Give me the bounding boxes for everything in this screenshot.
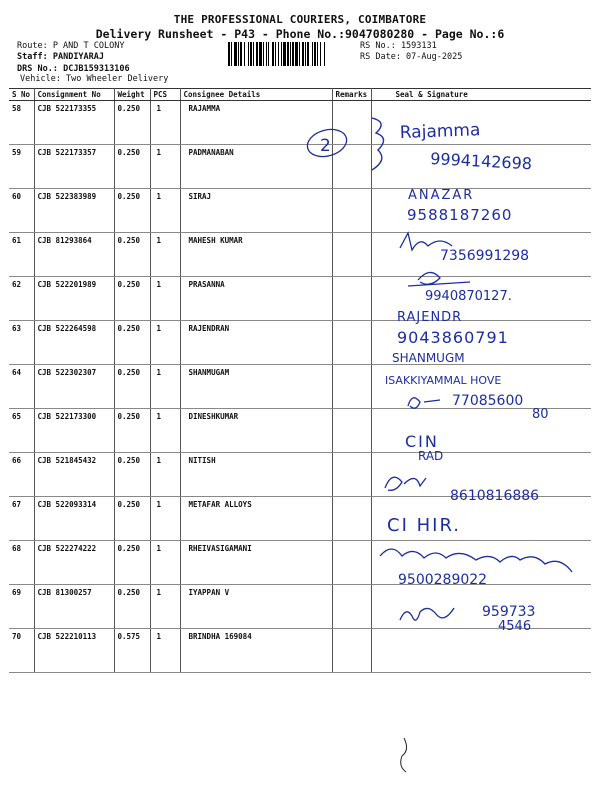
barcode-bar [263, 42, 264, 66]
cell-remarks [332, 497, 371, 541]
cell-sno: 61 [9, 233, 34, 277]
sig-63a: RAJENDR [397, 310, 463, 325]
cell-consignee: IYAPPAN V [180, 585, 332, 629]
cell-consignee: METAFAR ALLOYS [180, 497, 332, 541]
table-row [9, 145, 591, 189]
sig-67: 8610816886 [450, 488, 540, 504]
barcode-bar [292, 42, 294, 66]
barcode-bar [314, 42, 316, 66]
barcode-bar [281, 42, 282, 66]
cell-consignment-no: CJB 81300257 [34, 585, 114, 629]
cell-remarks [332, 453, 371, 497]
cell-sno: 68 [9, 541, 34, 585]
cell-pcs: 1 [150, 277, 180, 321]
cell-consignment-no: CJB 522274222 [34, 541, 114, 585]
cell-weight: 0.250 [114, 101, 150, 145]
cell-pcs: 1 [150, 321, 180, 365]
sig-68: CI HIR. [387, 515, 462, 536]
cell-sno: 64 [9, 365, 34, 409]
barcode-bar [275, 42, 276, 66]
cell-pcs: 1 [150, 365, 180, 409]
barcode-bar [248, 42, 249, 66]
cell-pcs: 1 [150, 541, 180, 585]
stray-pen-mark [401, 738, 407, 772]
barcode-bar [231, 42, 232, 66]
barcode-bar [259, 42, 262, 66]
table-row [9, 101, 591, 145]
cell-sno: 62 [9, 277, 34, 321]
col-pcs: PCS [150, 89, 180, 101]
col-seal-signature: Seal & Signature [371, 89, 591, 101]
sig-60b: 9588187260 [407, 206, 513, 224]
sig-62: 9940870127. [425, 289, 512, 304]
cell-consignee: NITISH [180, 453, 332, 497]
cell-weight: 0.250 [114, 365, 150, 409]
cell-seal-signature [371, 453, 591, 497]
drs-value: DCJB159313106 [63, 64, 130, 74]
col-sno: S No [9, 89, 34, 101]
cell-consignee: DINESHKUMAR [180, 409, 332, 453]
barcode-bar [287, 42, 289, 66]
barcode-bar [244, 42, 245, 66]
cell-weight: 0.250 [114, 233, 150, 277]
cell-sno: 69 [9, 585, 34, 629]
table-row [9, 277, 591, 321]
cell-sno: 58 [9, 101, 34, 145]
cell-remarks [332, 585, 371, 629]
cell-seal-signature [371, 629, 591, 673]
barcode-bar [240, 42, 242, 66]
col-consignment-no: Consignment No [34, 89, 114, 101]
cell-consignee: PRASANNA [180, 277, 332, 321]
cell-weight: 0.250 [114, 497, 150, 541]
barcode-bar [302, 42, 304, 66]
route-label: Route: P AND T COLONY [17, 41, 125, 51]
cell-sno: 70 [9, 629, 34, 673]
cell-weight: 0.250 [114, 277, 150, 321]
remark-number: 2 [320, 136, 331, 156]
barcode-bar [228, 42, 230, 66]
cell-consignee: RHEIVASIGAMANI [180, 541, 332, 585]
table-row [9, 321, 591, 365]
table-row [9, 629, 591, 673]
cell-remarks [332, 277, 371, 321]
table-row [9, 453, 591, 497]
cell-consignee: SIRAJ [180, 189, 332, 233]
cell-weight: 0.250 [114, 189, 150, 233]
sig-61: 7356991298 [440, 248, 530, 264]
sig-69: 9500289022 [398, 572, 488, 588]
barcode-bar [307, 42, 309, 66]
col-consignee-details: Consignee Details [180, 89, 332, 101]
cell-remarks [332, 321, 371, 365]
cell-consignee: RAJAMMA [180, 101, 332, 145]
cell-pcs: 1 [150, 629, 180, 673]
cell-remarks [332, 189, 371, 233]
cell-sno: 60 [9, 189, 34, 233]
staff-label: Staff: [17, 52, 48, 62]
cell-consignment-no: CJB 522173300 [34, 409, 114, 453]
table-row [9, 585, 591, 629]
barcode-bar [256, 42, 258, 66]
cell-consignment-no: CJB 522093314 [34, 497, 114, 541]
cell-sno: 67 [9, 497, 34, 541]
barcode-bar [283, 42, 286, 66]
cell-sno: 59 [9, 145, 34, 189]
cell-consignee: SHANMUGAM [180, 365, 332, 409]
sig-65b: 80 [532, 407, 549, 422]
table-row [9, 365, 591, 409]
table-row [9, 409, 591, 453]
barcode-bar [305, 42, 306, 66]
cell-weight: 0.575 [114, 629, 150, 673]
cell-seal-signature [371, 365, 591, 409]
cell-consignment-no: CJB 522383989 [34, 189, 114, 233]
staff-field [17, 52, 104, 62]
cell-consignment-no: CJB 522201989 [34, 277, 114, 321]
cell-consignee: BRINDHA 169084 [180, 629, 332, 673]
col-weight: Weight [114, 89, 150, 101]
cell-seal-signature [371, 101, 591, 145]
barcode-bar [290, 42, 291, 66]
barcode [228, 42, 354, 66]
cell-pcs: 1 [150, 145, 180, 189]
cell-seal-signature [371, 497, 591, 541]
runsheet-subtitle: Delivery Runsheet - P43 - Phone No.:9047080280 - Page No.:6 [95, 27, 505, 41]
cell-weight: 0.250 [114, 409, 150, 453]
table-row [9, 497, 591, 541]
company-title: THE PROFESSIONAL COURIERS, COIMBATORE [173, 13, 427, 26]
sig-60a: ANAZAR [408, 188, 475, 203]
cell-seal-signature [371, 233, 591, 277]
table-header-row [9, 89, 591, 101]
cell-weight: 0.250 [114, 321, 150, 365]
table-row [9, 541, 591, 585]
barcode-bar [268, 42, 269, 66]
cell-seal-signature [371, 409, 591, 453]
cell-remarks [332, 365, 371, 409]
cell-remarks [332, 145, 371, 189]
barcode-bar [278, 42, 279, 66]
cell-consignment-no: CJB 522173355 [34, 101, 114, 145]
cell-seal-signature [371, 321, 591, 365]
barcode-bar [312, 42, 313, 66]
cell-consignment-no: CJB 522264598 [34, 321, 114, 365]
table-row [9, 189, 591, 233]
cell-weight: 0.250 [114, 585, 150, 629]
cell-consignee: MAHESH KUMAR [180, 233, 332, 277]
cell-remarks [332, 629, 371, 673]
cell-pcs: 1 [150, 101, 180, 145]
col-remarks: Remarks [332, 89, 371, 101]
barcode-bar [253, 42, 254, 66]
sig-65a: 77085600 [452, 393, 524, 409]
cell-sno: 65 [9, 409, 34, 453]
cell-sno: 66 [9, 453, 34, 497]
cell-pcs: 1 [150, 233, 180, 277]
rs-date: RS Date: 07-Aug-2025 [360, 52, 463, 62]
drs-label: DRS No.: [17, 64, 58, 74]
sig-66b: RAD [418, 449, 444, 463]
cell-seal-signature [371, 145, 591, 189]
cell-pcs: 1 [150, 585, 180, 629]
cell-seal-signature [371, 277, 591, 321]
cell-weight: 0.250 [114, 453, 150, 497]
barcode-bar [250, 42, 252, 66]
table-row [9, 233, 591, 277]
sig-64a: SHANMUGM [392, 351, 465, 365]
barcode-bar [324, 42, 325, 66]
cell-pcs: 1 [150, 409, 180, 453]
cell-consignee: RAJENDRAN [180, 321, 332, 365]
cell-weight: 0.250 [114, 541, 150, 585]
cell-weight: 0.250 [114, 145, 150, 189]
sig-58: Rajamma [399, 120, 481, 143]
cell-seal-signature [371, 541, 591, 585]
cell-consignment-no: CJB 521845432 [34, 453, 114, 497]
cell-pcs: 1 [150, 497, 180, 541]
staff-value: PANDIYARAJ [52, 52, 105, 62]
barcode-bar [272, 42, 274, 66]
cell-consignee: PADMANABAN [180, 145, 332, 189]
cell-remarks [332, 101, 371, 145]
cell-consignment-no: CJB 81293864 [34, 233, 114, 277]
sig-59: 9994142698 [429, 149, 533, 174]
rs-number: RS No.: 1593131 [360, 41, 437, 51]
barcode-bar [238, 42, 239, 66]
sig-70a: 959733 [482, 604, 536, 620]
sig-70b: 4546 [498, 619, 532, 634]
barcode-bar [266, 42, 267, 66]
cell-seal-signature [371, 189, 591, 233]
barcode-bar [295, 42, 298, 66]
cell-remarks [332, 541, 371, 585]
cell-remarks [332, 409, 371, 453]
cell-consignment-no: CJB 522302307 [34, 365, 114, 409]
cell-pcs: 1 [150, 453, 180, 497]
barcode-bar [317, 42, 318, 66]
cell-consignment-no: CJB 522210113 [34, 629, 114, 673]
cell-consignment-no: CJB 522173357 [34, 145, 114, 189]
runsheet-table [9, 88, 591, 673]
drs-field [17, 64, 130, 74]
cell-remarks [332, 233, 371, 277]
barcode-bar [234, 42, 237, 66]
cell-seal-signature [371, 585, 591, 629]
sig-63b: 9043860791 [397, 328, 509, 347]
sig-64b: ISAKKIYAMMAL HOVE [385, 374, 502, 387]
vehicle-label: Vehicle: Two Wheeler Delivery [20, 74, 169, 84]
barcode-bar [320, 42, 321, 66]
sig-66a: CIN [405, 432, 439, 451]
cell-pcs: 1 [150, 189, 180, 233]
barcode-bar [299, 42, 300, 66]
cell-sno: 63 [9, 321, 34, 365]
